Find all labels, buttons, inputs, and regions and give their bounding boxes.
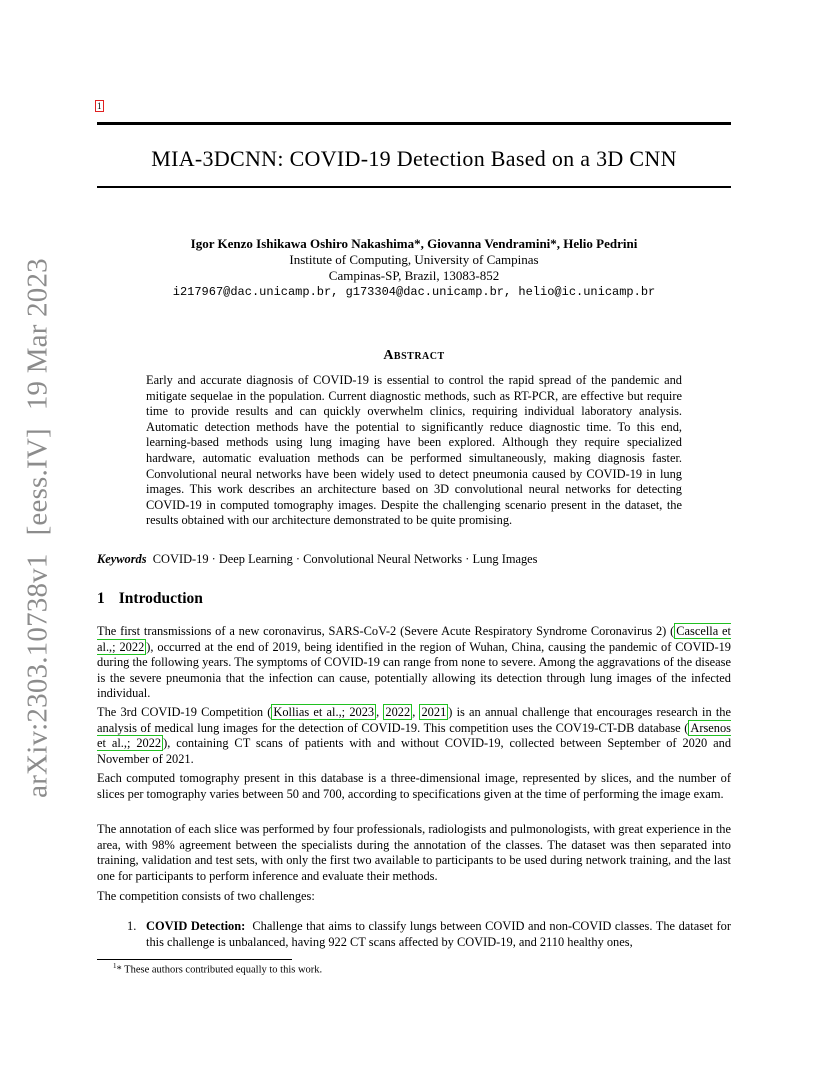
citation-link[interactable]: Arsenos et al.,; 2022 [97,720,731,751]
citation-link[interactable]: Kollias et al.,; 2023 [273,705,375,719]
paper-title: MIA-3DCNN: COVID-19 Detection Based on a 3D CNN [151,146,677,171]
abstract-heading: Abstract [383,348,445,363]
list-item-label: COVID Detection: [146,919,246,933]
author-names: Igor Kenzo Ishikawa Oshiro Nakashima*, Giovanna Vendramini*, Helio Pedrini [190,236,638,251]
p2-text-c: ), containing CT scans of patients with and without COVID-19, collected between September of 2020 and November of 2021. [97,736,732,766]
keywords-label: Keywords [97,552,147,566]
author-institute: Institute of Computing, University of Campinas [289,252,539,267]
paragraph-2: The 3rd COVID-19 Competition ( Kollias et al.,; 2023 , 2022 , 2021 ) is an annual challenge that encourages research in the analysis of medical lung images for the detection of COVID-19. This competition uses the COV19-CT-DB database ( Arsenos et al.,; 2022 ), containing CT scans of patients with and without COVID-19, collected between September of 2020 and November of 2021. [97,705,732,766]
title-top-rule [97,122,731,125]
footnote-rule [97,959,292,960]
title-bottom-rule [97,186,731,188]
section-title: Introduction [118,590,203,607]
p1-text-b: ), occurred at the end of 2019, being identified in the region of Wuhan, China, causing the pandemic of COVID-19 during the following years. The symptoms of COVID-19 can range from none to severe. Among the aggravations of the disease is the severe pneumonia that the infection can cause, potentially allowing its detection through lung images of the infected individual. [97,639,731,701]
keywords-list: COVID-19 · Deep Learning · Convolutional Neural Networks · Lung Images [152,552,538,566]
list-item-number: 1. [127,919,137,933]
citation-link[interactable]: 2021 [421,705,447,719]
citation-link[interactable]: 2022 [385,705,411,719]
author-emails: i217967@dac.unicamp.br, g173304@dac.unicamp.br, helio@ic.unicamp.br [172,285,656,299]
arxiv-side-stamp [22,258,55,798]
arxiv-category: [eess.IV] [21,428,54,536]
paragraph-1 [97,624,731,702]
paragraph-5: The competition consists of two challenges: [97,889,315,903]
footnote-marker-link[interactable]: 1 [97,101,102,111]
paragraph-4: The annotation of each slice was performed by four professionals, radiologists and pulmonologists, with great experience in the area, with 98% agreement between the specialists during the annotation of the classes. The dataset was then separated into training, validation and test sets, with only the first two available to participants to be used during network training, and the last one for participants to perform inference and evaluate their methods. [97,822,731,883]
arxiv-date: 19 Mar 2023 [21,258,54,411]
footnote [113,962,322,976]
paragraph-3: Each computed tomography present in this database is a three-dimensional image, represented by slices, and the number of slices per tomography varies between 50 and 700, according to specifications given at the time of performing the image exam. [97,771,731,801]
list-item-text: Challenge that aims to classify lungs between COVID and non-COVID classes. The dataset for this challenge is unbalanced, having 922 CT scans affected by COVID-19, and 2110 healthy ones, [146,919,731,949]
section-number: 1 [97,590,105,607]
p2-text-b: ) is an annual challenge that encourages research in the analysis of medical lung images for the detection of COVID-19. This competition uses the COV19-CT-DB database ( [97,705,731,735]
footnote-mark: 1 [113,962,117,970]
footnote-text: * These authors contributed equally to this work. [116,964,323,976]
list-item [127,919,731,950]
keywords [97,552,731,568]
citation-link[interactable]: Cascella et al.,; 2022 [97,624,731,654]
abstract-text: Early and accurate diagnosis of COVID-19 is essential to control the rapid spread of the pandemic and mitigate sequelae in the population. Current diagnostic methods, such as RT-PCR, are effective but require time to provide results and can quickly overwhelm clinics, requiring individual laboratory analysis. Automatic detection methods have the potential to significantly reduce diagnostic time. To this end, learning-based methods using lung imaging have been explored. Although they require specialized hardware, automatic evaluation methods can be performed simultaneously, making diagnosis faster. Convolutional neural networks have been widely used to detect pneumonia caused by COVID-19 in lung images. This work describes an architecture based on 3D convolutional neural networks for detecting COVID-19 in computed tomography images. Despite the challenging scenario present in the dataset, the results obtained with our architecture demonstrated to be quite promising. [146,373,682,528]
p2-text-a: The 3rd COVID-19 Competition ( [97,705,272,719]
p1-text-a: The first transmissions of a new coronavirus, SARS-CoV-2 (Severe Acute Respiratory Syndrome Coronavirus 2) ( [97,624,675,638]
section-heading [97,590,203,608]
author-location: Campinas-SP, Brazil, 13083-852 [328,268,500,283]
arxiv-id: arXiv:2303.10738v1 [21,553,54,798]
